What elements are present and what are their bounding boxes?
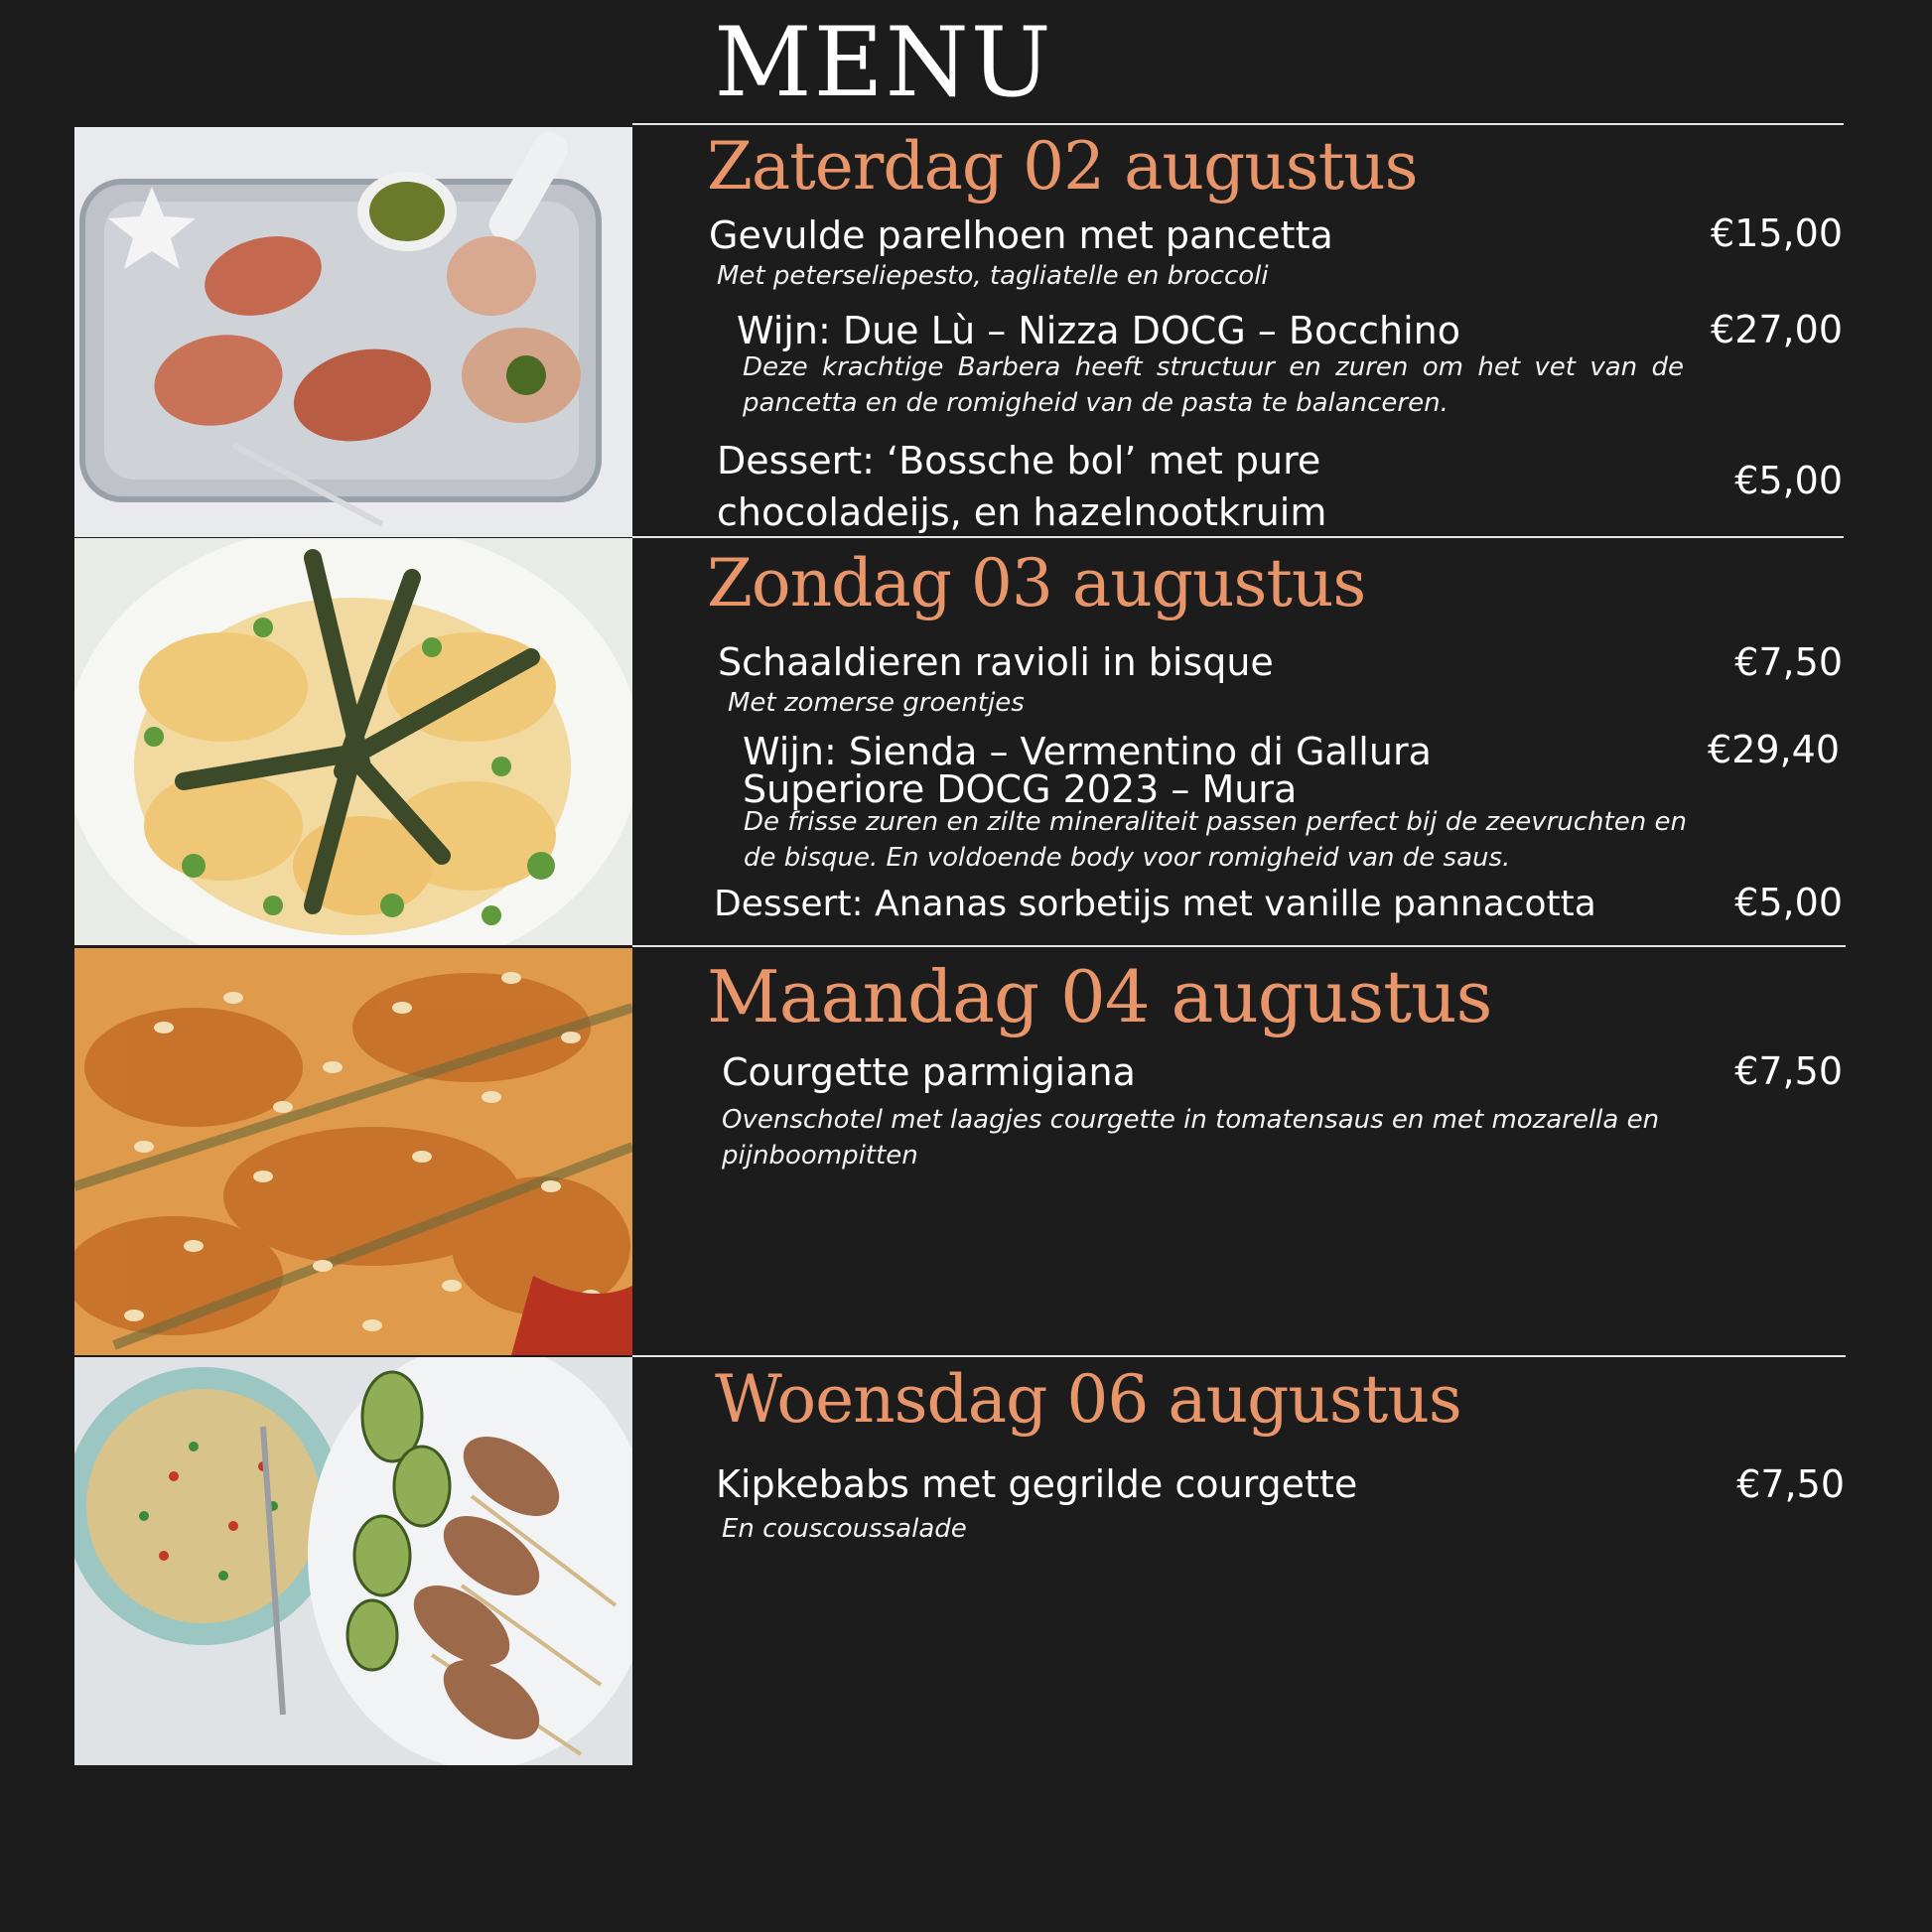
main-dish-price: €15,00 (1711, 211, 1843, 255)
divider (632, 1355, 1846, 1357)
day-heading-maandag: Maandag 04 augustus (707, 955, 1492, 1038)
dish-photo-parmigiana (74, 948, 632, 1355)
main-dish-description: Ovenschotel met laagjes courgette in tomatensaus en met mozarella en pijnboompitten (722, 1105, 1660, 1171)
day-heading-zaterdag: Zaterdag 02 augustus (707, 128, 1418, 205)
dish-photo-parelhoen (74, 127, 632, 537)
menu-title: MENU (714, 7, 1053, 118)
dessert-price: €5,00 (1734, 881, 1843, 924)
main-dish-name: Kipkebabs met gegrilde courgette (716, 1462, 1358, 1506)
main-dish-description: Met peterseliepesto, tagliatelle en broccoli (717, 261, 1269, 291)
wine-price: €29,40 (1708, 728, 1840, 771)
wine-name: Wijn: Sienda – Vermentino di Gallura Superiore DOCG 2023 – Mura (743, 730, 1432, 811)
main-dish-price: €7,50 (1734, 640, 1843, 684)
dessert-price: €5,00 (1734, 459, 1843, 502)
dish-photo-kipkebabs (74, 1357, 632, 1765)
dessert-name: Dessert: Ananas sorbetijs met vanille pannacotta (714, 884, 1596, 924)
dessert-name: Dessert: ‘Bossche bol’ met pure chocoladeijs, en hazelnootkruim (717, 439, 1327, 534)
main-dish-description: En couscoussalade (722, 1514, 967, 1544)
day-heading-woensdag: Woensdag 06 augustus (715, 1361, 1461, 1438)
wine-name: Wijn: Due Lù – Nizza DOCG – Bocchino (737, 309, 1460, 352)
wine-price: €27,00 (1711, 308, 1843, 351)
wine-description: De frisse zuren en zilte mineraliteit passen perfect bij de zeevruchten en de bisque. En voldoende body voor romigheid van de saus. (744, 807, 1687, 873)
main-dish-name: Gevulde parelhoen met pancetta (709, 213, 1333, 257)
divider (632, 123, 1844, 125)
main-dish-description: Met zomerse groentjes (728, 688, 1025, 718)
main-dish-name: Schaaldieren ravioli in bisque (718, 640, 1274, 684)
dish-photo-ravioli (74, 538, 632, 945)
main-dish-name: Courgette parmigiana (722, 1050, 1136, 1094)
main-dish-price: €7,50 (1736, 1462, 1845, 1506)
main-dish-price: €7,50 (1734, 1049, 1843, 1093)
wine-description: Deze krachtige Barbera heeft structuur en zuren om het vet van de pancetta en de romigheid van de pasta te balanceren. (743, 352, 1684, 418)
divider (632, 945, 1846, 947)
day-heading-zondag: Zondag 03 augustus (707, 545, 1366, 621)
